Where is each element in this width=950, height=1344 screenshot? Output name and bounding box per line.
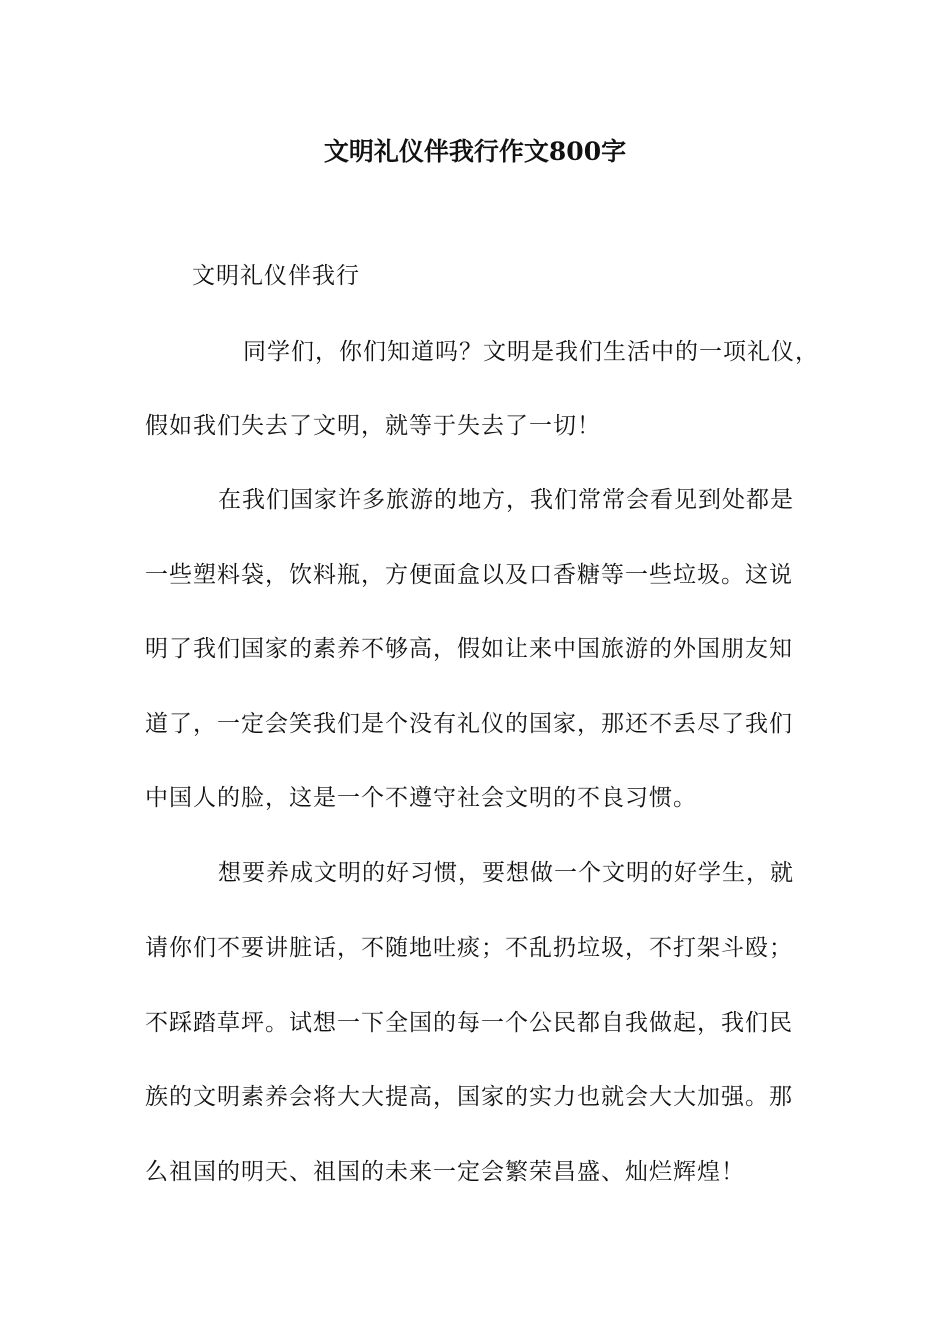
paragraph-line: 一些塑料袋，饮料瓶，方便面盒以及口香糖等一些垃圾。这说 [145,562,793,588]
paragraph-line: 么祖国的明天、祖国的未来一定会繁荣昌盛、灿烂辉煌！ [145,1159,745,1185]
article-subtitle: 文明礼仪伴我行 [192,263,360,289]
document-title: 文明礼仪伴我行作文800字 [323,137,627,166]
paragraph-line: 在我们国家许多旅游的地方，我们常常会看见到处都是 [218,487,794,513]
paragraph-line: 中国人的脸，这是一个不遵守社会文明的不良习惯。 [145,785,697,811]
paragraph-line: 请你们不要讲脏话，不随地吐痰；不乱扔垃圾，不打架斗殴； [145,935,793,961]
paragraph-line: 同学们，你们知道吗？文明是我们生活中的一项礼仪， [243,339,819,365]
paragraph-line: 不踩踏草坪。试想一下全国的每一个公民都自我做起，我们民 [145,1010,793,1036]
paragraph-line: 明了我们国家的素养不够高，假如让来中国旅游的外国朋友知 [145,636,793,662]
paragraph-line: 族的文明素养会将大大提高，国家的实力也就会大大加强。那 [145,1084,793,1110]
paragraph-line: 假如我们失去了文明，就等于失去了一切！ [145,413,601,439]
paragraph-line: 想要养成文明的好习惯，要想做一个文明的好学生，就 [218,860,794,886]
paragraph-line: 道了，一定会笑我们是个没有礼仪的国家，那还不丢尽了我们 [145,711,793,737]
